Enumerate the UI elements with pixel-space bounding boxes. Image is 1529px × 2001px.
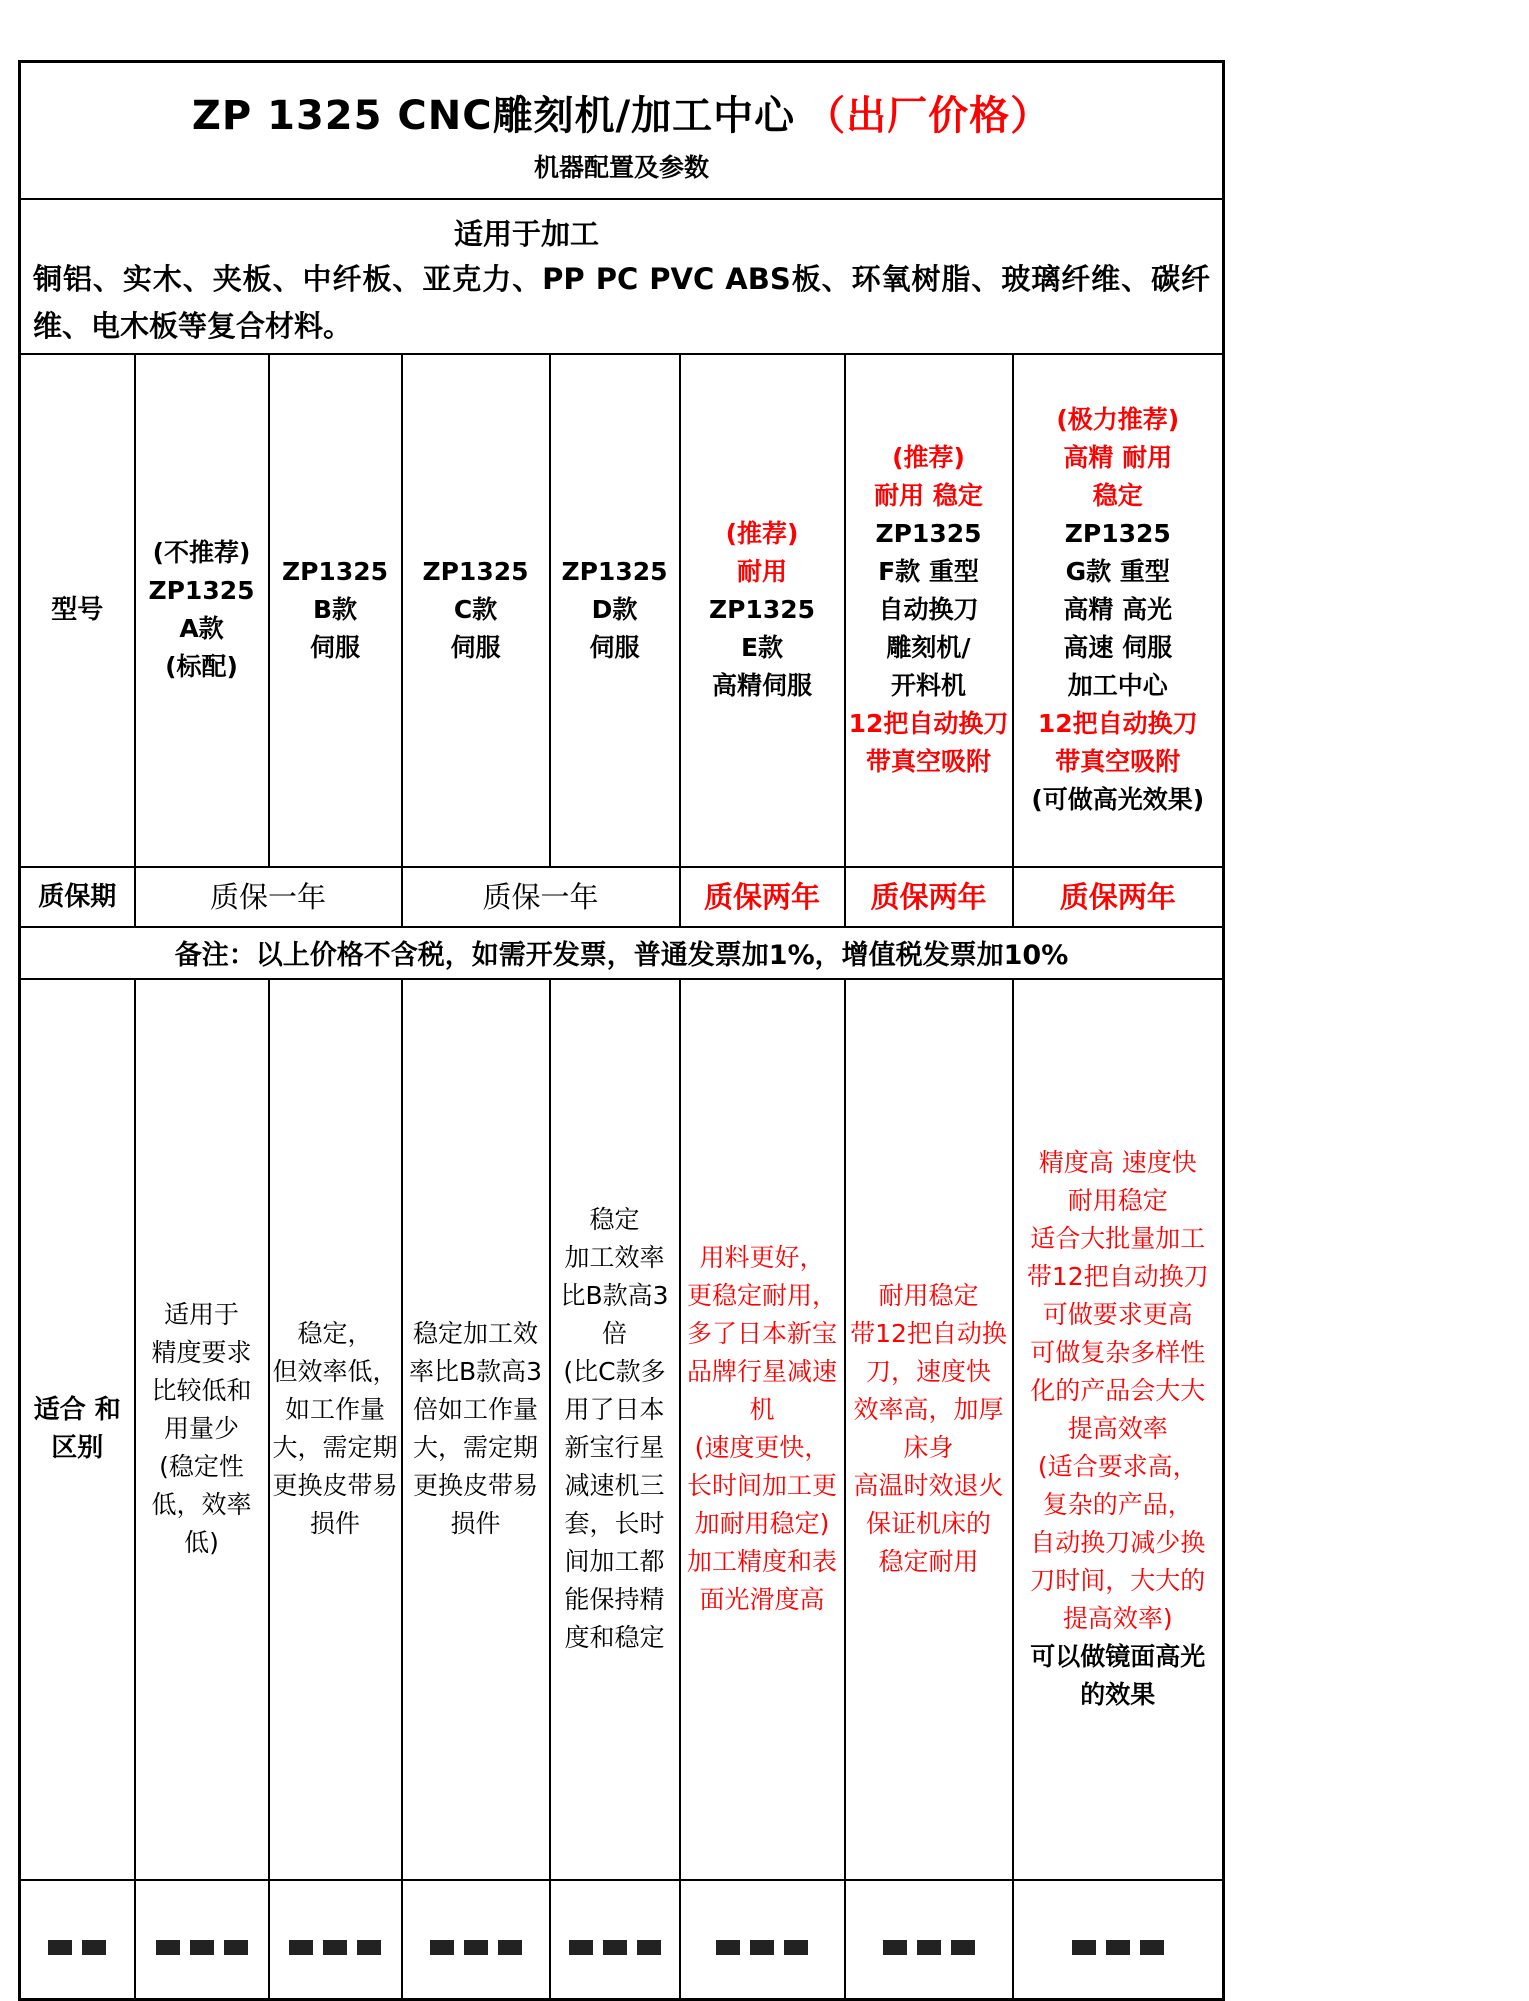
suitability-row: [20, 979, 1224, 1880]
model-row: [20, 354, 1224, 867]
row-label-model: 型号: [20, 354, 135, 867]
suitability-cell-a: [135, 979, 269, 1880]
text-segment: 质保两年: [703, 879, 820, 914]
title-cell: [20, 62, 1224, 199]
text-segment: 稳定加工效 率比B款高3 倍如工作量 大，需定期 更换皮带易 损件: [408, 1319, 543, 1538]
note-row: [20, 927, 1224, 979]
tax-note: 备注：以上价格不含税，如需开发票，普通发票加1%，增值税发票加10%: [20, 927, 1224, 979]
clipped-bottom-row: [20, 1880, 1224, 2000]
text-segment: ZP1325 G款 重型 高精 高光 高速 伺服 加工中心: [1063, 519, 1173, 700]
suitability-cell-e: [680, 979, 845, 1880]
warranty-cell-e: [680, 867, 845, 927]
model-cell-d: [550, 354, 680, 867]
model-cell-e: [680, 354, 845, 867]
clipped-text-fragment: [681, 1924, 844, 1955]
clipped-cell: [402, 1880, 550, 2000]
clipped-text-fragment: [551, 1924, 679, 1955]
text-segment: 质保两年: [1059, 879, 1176, 914]
text-segment: 稳定， 但效率低， 如工作量 大，需定期 更换皮带易 损件: [272, 1319, 398, 1538]
clipped-text-fragment: [136, 1924, 268, 1955]
clipped-cell: [269, 1880, 402, 2000]
warranty-cell-f: [845, 867, 1013, 927]
text-segment: 12把自动换刀 带真空吸附: [848, 709, 1009, 776]
text-segment: 稳定 加工效率 比B款高3 倍 (比C款多 用了日本 新宝行星 减速机三 套，长时 间加工都 能保持精 度和稳定: [560, 1205, 669, 1652]
clipped-cell: [135, 1880, 269, 2000]
clipped-text-fragment: [21, 1924, 134, 1955]
suitability-cell-b: [269, 979, 402, 1880]
warranty-cell-cd: [402, 867, 680, 927]
text-segment: 用料更好， 更稳定耐用， 多了日本新宝 品牌行星减速 机 (速度更快， 长时间加工更 加耐用稳定) 加工精度和表 面光滑度高: [686, 1243, 837, 1614]
suitability-cell-d: [550, 979, 680, 1880]
clipped-cell: [20, 1880, 135, 2000]
usage-row: [20, 199, 1224, 354]
text-segment: 质保一年: [482, 879, 599, 914]
text-segment: 适用于 精度要求 比较低和 用量少 (稳定性 低，效率 低): [151, 1300, 252, 1557]
model-cell-g: [1013, 354, 1224, 867]
usage-body: 铜铝、实木、夹板、中纤板、亚克力、PP PC PVC ABS板、环氧树脂、玻璃纤维、碳纤维、电木板等复合材料。: [33, 262, 1211, 343]
suitability-cell-f: [845, 979, 1013, 1880]
suitability-cell-g: [1013, 979, 1224, 1880]
clipped-cell: [550, 1880, 680, 2000]
warranty-cell-ab: [135, 867, 402, 927]
row-label-suitability-cell: [20, 979, 135, 1880]
text-segment: ZP1325 D款 伺服: [561, 557, 668, 662]
clipped-text-fragment: [403, 1924, 549, 1955]
text-segment: 质保一年: [209, 879, 326, 914]
model-cell-a: [135, 354, 269, 867]
title-price-note: （出厂价格）: [805, 93, 1052, 140]
suitability-cell-c: [402, 979, 550, 1880]
text-segment: 精度高 速度快 耐用稳定 适合大批量加工 带12把自动换刀 可做要求更高 可做复杂多样性 化的产品会大大 提高效率 (适合要求高， 复杂的产品， 自动换刀减少换 刀时间，大大的 提高效率): [1026, 1148, 1209, 1633]
clipped-text-fragment: [1014, 1924, 1223, 1955]
model-cell-f: [845, 354, 1013, 867]
text-segment: ZP1325 B款 伺服: [281, 557, 389, 662]
text-segment: ZP1325 F款 重型 自动换刀 雕刻机/ 开料机: [875, 519, 982, 700]
clipped-cell: [845, 1880, 1013, 2000]
warranty-cell-g: [1013, 867, 1224, 927]
title-row: [20, 62, 1224, 199]
spec-sheet: [18, 60, 1222, 2001]
text-segment: (推荐) 耐用: [725, 519, 799, 586]
text-segment: ZP1325 C款 伺服: [422, 557, 529, 662]
text-segment: 12把自动换刀 带真空吸附: [1037, 709, 1198, 776]
title-text: ZP 1325 CNC雕刻机/加工中心: [191, 93, 796, 140]
text-segment: (不推荐) ZP1325 A款 (标配): [148, 538, 255, 681]
clipped-text-fragment: [270, 1924, 401, 1955]
page-title: [21, 75, 1222, 141]
row-label-warranty: 质保期: [20, 867, 135, 927]
clipped-cell: [1013, 1880, 1224, 2000]
page-subtitle: 机器配置及参数: [534, 153, 710, 183]
spec-table: [18, 60, 1225, 2001]
row-label-suitability: 适合 和 区别: [33, 1395, 121, 1463]
clipped-text-fragment: [846, 1924, 1012, 1955]
model-cell-b: [269, 354, 402, 867]
text-segment: (可做高光效果): [1031, 785, 1205, 814]
model-cell-c: [402, 354, 550, 867]
text-segment: (推荐) 耐用 稳定: [874, 443, 983, 510]
text-segment: ZP1325 E款 高精伺服: [708, 595, 816, 700]
text-segment: (极力推荐) 高精 耐用 稳定: [1056, 405, 1180, 510]
usage-heading: 适用于加工: [454, 217, 600, 251]
text-segment: 可以做镜面高光 的效果: [1030, 1642, 1206, 1709]
clipped-cell: [680, 1880, 845, 2000]
text-segment: 质保两年: [870, 879, 987, 914]
usage-cell: [20, 199, 1224, 354]
text-segment: 耐用稳定 带12把自动换 刀，速度快 效率高，加厚 床身 高温时效退火 保证机床的 稳定耐用: [850, 1281, 1007, 1576]
warranty-row: [20, 867, 1224, 927]
